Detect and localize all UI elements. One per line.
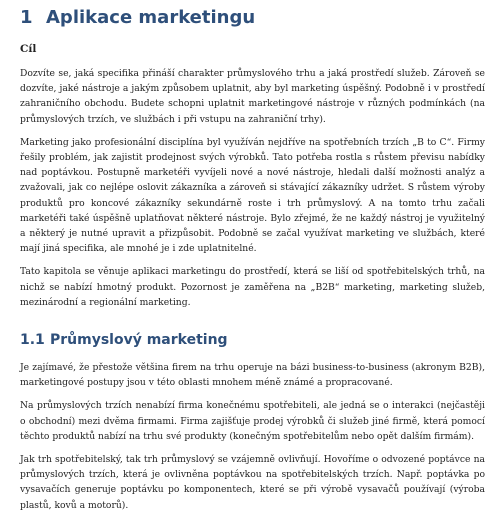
section-heading [20,330,485,350]
intro-paragraph-2: Marketing jako profesionální disciplína byl využíván nejdříve na spotřebních trzích „B to C“. Firmy řešily problém, jak zajistit prodejnost svých výrobků. Tato potřeba rostla s růstem převisu nabídky nad poptávkou. Postupně marketéři vyvíjeli nové a nové nástroje, hledali další možnosti analýz a zvažovali, jak co nejlépe oslovit zákazníka a zároveň si stávající zákazníky udržet. S růstem výroby produktů pro koncové zákazníky sekundárně roste i trh průmyslový. A na tomto trhu začali marketéři také úspěšně uplatňovat některé nástroje. Bylo zřejmé, že ne každý nástroj je využitelný a některý je nutné upravit a přizpůsobit. Podobně se začal využívat marketing ve službách, které mají jiná specifika, ale mnohé je i zde uplatnitelné. [20,136,485,255]
section-paragraph-3: Jak trh spotřebitelský, tak trh průmyslový se vzájemně ovlivňují. Hovoříme o odvozené poptávce na průmyslových trzích, která je ovlivněna poptávkou na spotřebitelských trzích. Např. poptávka po vysavačích generuje poptávku po komponentech, které se při výrobě vysavačů používají (výroba plastů, kovů a motorů). [20,454,485,511]
intro-paragraph-1: Dozvíte se, jaká specifika přináší charakter průmyslového trhu a jaká prostředí služeb. Zároveň se dozvíte, jaké nástroje a jakým způsobem uplatnit, aby byl marketing úspěšný. Podobně i v prostředí zahraničního obchodu. Budete schopni uplatnit marketingové nástroje v různých podmínkách (na průmyslových trzích, ve službách i při vstupu na zahraniční trhy). [20,68,485,125]
chapter-heading [20,6,485,30]
chapter-number: 1 [20,7,33,28]
section-paragraph-1: Je zajímavé, že přestože většina firem na trhu operuje na bázi business-to-business (akronym B2B), marketingové postupy jsou v této oblasti mnohem méně známé a propracované. [20,362,485,389]
section-paragraph-2: Na průmyslových trzích nenabízí firma konečnému spotřebiteli, ale jedná se o interakci (nejčastěji o obchodní) mezi dvěma firmami. Firma zajišťuje prodej výrobků či služeb jiné firmě, která pomocí těchto produktů nabízí na trhu své produkty (konečným spotřebitelům nebo opět dalším firmám). [20,400,485,442]
section-title: Průmyslový marketing [50,332,228,349]
intro-paragraph-3: Tato kapitola se věnuje aplikaci marketingu do prostředí, která se liší od spotřebitelských trhů, na nichž se nabízí hmotný produkt. Pozornost je zaměřena na „B2B“ marketing, marketing služeb, mezinárodní a regionální marketing. [20,266,485,308]
section-number: 1.1 [20,332,45,349]
goal-heading: Cíl [20,43,37,55]
chapter-title: Aplikace marketingu [46,7,256,28]
